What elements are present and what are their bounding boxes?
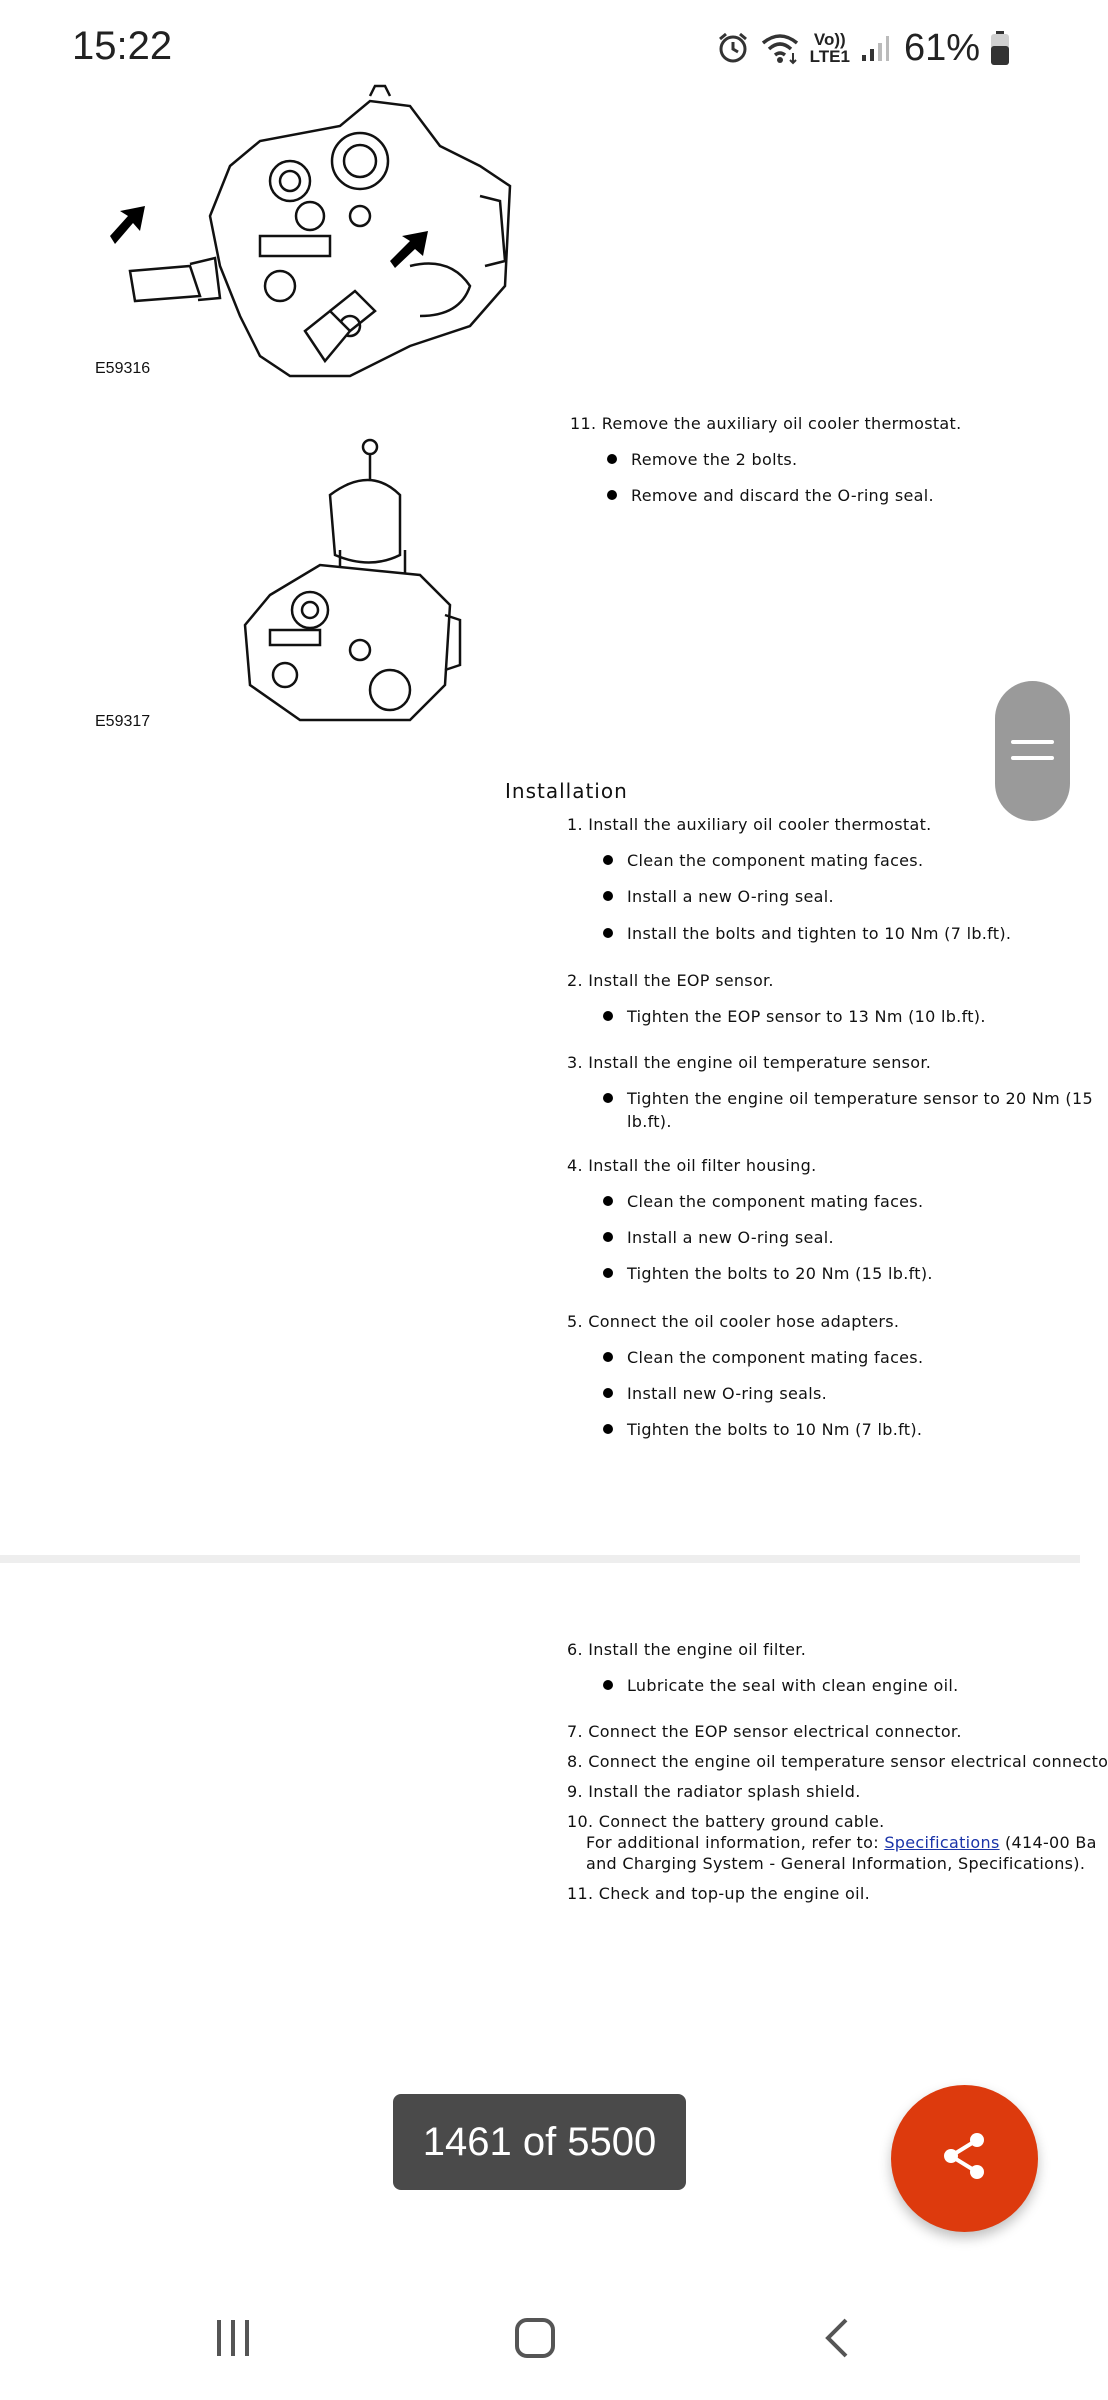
home-button[interactable] [505,2310,565,2370]
page-counter: 1461 of 5500 [393,2094,686,2190]
list-item-continuation: lb.ft). [627,1112,672,1131]
list-item: Install the bolts and tighten to 10 Nm (7 lb.ft). [603,924,1011,943]
back-icon [818,2314,858,2367]
list-item: Remove the 2 bolts. [607,450,797,469]
install-step-9: 9. Install the radiator splash shield. [567,1782,861,1801]
list-item: Install new O-ring seals. [603,1384,827,1403]
install-step-3: 3. Install the engine oil temperature sensor. [567,1053,932,1072]
list-item: Install a new O-ring seal. [603,887,834,906]
recents-icon [211,2316,255,2365]
back-button[interactable] [808,2310,868,2370]
install-step-4: 4. Install the oil filter housing. [567,1156,817,1175]
grip-line-icon [1011,756,1054,760]
list-item: Remove and discard the O-ring seal. [607,486,934,505]
specifications-link[interactable]: Specifications [884,1833,1000,1852]
list-item: Clean the component mating faces. [603,1192,923,1211]
installation-heading: Installation [505,779,628,803]
fast-scroll-handle[interactable] [995,681,1070,821]
wifi-icon [760,31,800,65]
list-item: Lubricate the seal with clean engine oil. [603,1676,959,1695]
step-10-info-line-2: and Charging System - General Information, Specifications). [586,1854,1086,1873]
navigation-bar [0,2280,1080,2400]
step-10-info: For additional information, refer to: Specifications (414-00 Ba [586,1833,1097,1852]
battery-percent: 61% [903,26,980,69]
list-item: Clean the component mating faces. [603,851,923,870]
document-page-1 [0,80,1093,1555]
signal-icon [860,33,890,63]
removal-step-11: 11. Remove the auxiliary oil cooler thermostat. [570,414,962,433]
install-step-8: 8. Connect the engine oil temperature sensor electrical connecto [567,1752,1108,1771]
install-step-1: 1. Install the auxiliary oil cooler thermostat. [567,815,932,834]
install-step-6: 6. Install the engine oil filter. [567,1640,807,1659]
figure-e59317-illustration [230,435,480,735]
grip-line-icon [1011,740,1054,744]
figure-label-2: E59317 [95,713,151,730]
page-divider [0,1555,1080,1563]
list-item: Tighten the EOP sensor to 13 Nm (10 lb.ft). [603,1007,986,1026]
figure-label-1: E59316 [95,360,151,377]
list-item: Tighten the bolts to 10 Nm (7 lb.ft). [603,1420,922,1439]
install-step-7: 7. Connect the EOP sensor electrical connector. [567,1722,962,1741]
status-time: 15:22 [72,24,173,68]
home-icon [511,2314,559,2367]
alarm-icon [716,31,750,65]
figure-e59316-illustration [110,86,530,386]
list-item: Tighten the bolts to 20 Nm (15 lb.ft). [603,1264,933,1283]
network-type: Vo)) LTE1 [809,30,850,66]
battery-icon [990,30,1010,66]
list-item: Install a new O-ring seal. [603,1228,834,1247]
list-item: Tighten the engine oil temperature sensor to 20 Nm (15 [603,1089,1093,1108]
share-button[interactable] [891,2085,1038,2232]
install-step-5: 5. Connect the oil cooler hose adapters. [567,1312,900,1331]
recents-button[interactable] [203,2310,263,2370]
install-step-11: 11. Check and top-up the engine oil. [567,1884,870,1903]
list-item: Clean the component mating faces. [603,1348,923,1367]
status-icons [716,24,1010,72]
install-step-10: 10. Connect the battery ground cable. [567,1812,885,1831]
share-icon [937,2128,993,2189]
install-step-2: 2. Install the EOP sensor. [567,971,774,990]
